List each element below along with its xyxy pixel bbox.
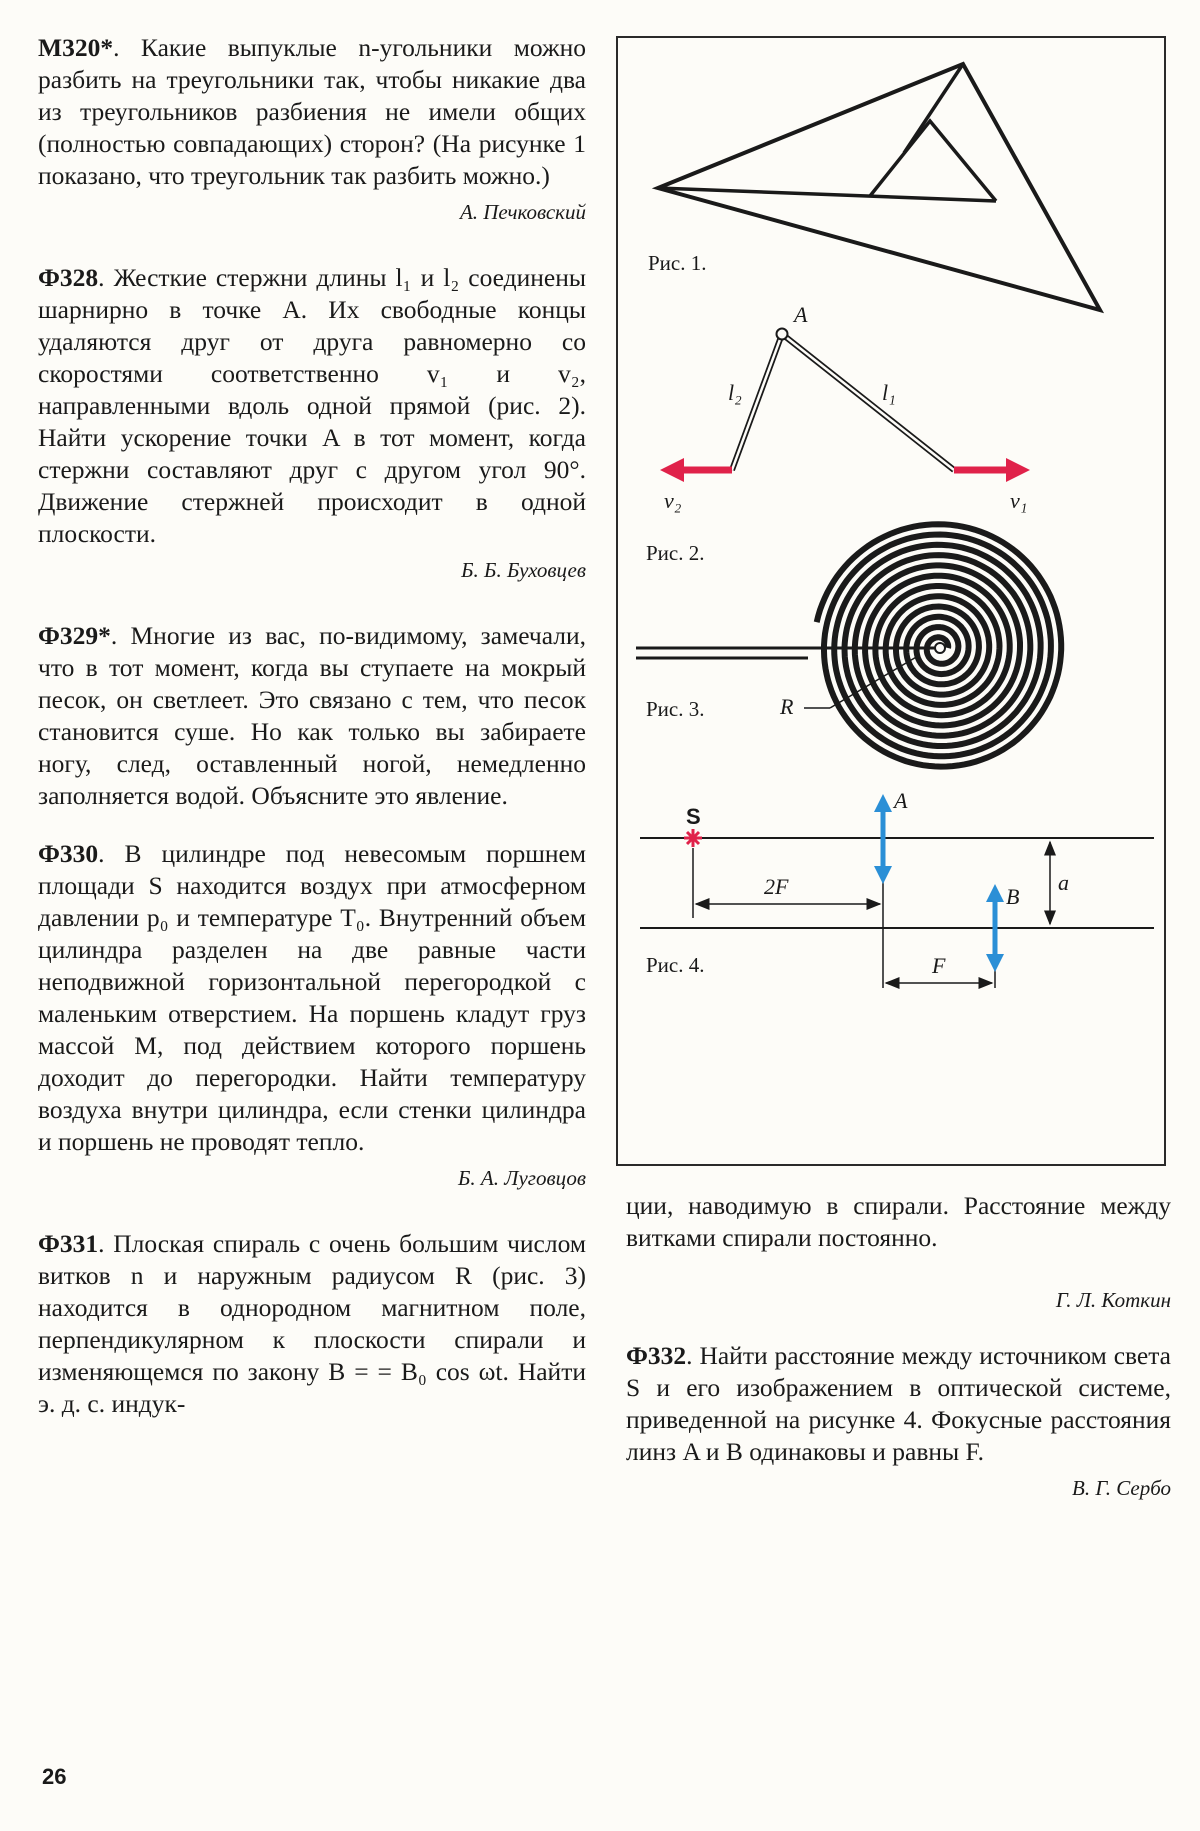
problem-f328 bbox=[38, 262, 586, 550]
figure-4 bbox=[640, 788, 1154, 988]
problem-author: Б. Б. Буховцев bbox=[461, 558, 586, 582]
problem-code: М320* bbox=[38, 33, 114, 62]
figure-caption: Рис. 4. bbox=[646, 953, 705, 977]
figures-svg bbox=[618, 38, 1168, 1168]
problem-author: А. Печковский bbox=[459, 200, 586, 224]
velocity-label-v1: v₁ bbox=[1010, 488, 1028, 513]
figure-1 bbox=[648, 64, 1100, 310]
inner-line bbox=[658, 188, 996, 201]
left-column bbox=[38, 32, 586, 1420]
problem-text: . В цилиндре под невесомым поршнем площади S находится воздух при атмосферном давлении p₀ и температуре T₀. Внутренний объем цилиндра разделен на две равные части неподвижной горизонтальной перегородкой с маленьким отверстием. На поршень кладут груз массой M, под действием которого поршень доходит до перегородки. Найти температуру воздуха внутри цилиндра, если стенки цилиндра и поршень не проводят тепло. bbox=[38, 839, 586, 1156]
lens-b-label: B bbox=[1006, 884, 1020, 909]
figure-2 bbox=[646, 302, 1030, 565]
problem-code: Ф332 bbox=[626, 1341, 687, 1370]
distance-label-2f: 2F bbox=[764, 874, 789, 899]
hinge-a bbox=[777, 329, 788, 340]
figure-box bbox=[616, 36, 1166, 1166]
velocity-label-v2: v₂ bbox=[664, 488, 682, 513]
problem-f332 bbox=[626, 1340, 1171, 1468]
problem-f331 bbox=[38, 1228, 586, 1420]
problem-text: . Плоская спираль с очень большим числом витков n и наружным радиусом R (рис. 3) находится в однородном магнитном поле, перпендикулярном к плоскости спирали и изменяющемся по закону B = = B₀ cos ωt. Найти э. д. с. индук- bbox=[38, 1229, 586, 1418]
light-source-icon bbox=[684, 829, 702, 847]
problem-code: Ф328 bbox=[38, 263, 99, 292]
arrow-head bbox=[660, 458, 684, 482]
problem-author: В. Г. Сербо bbox=[1072, 1476, 1171, 1500]
rod-label-l1: l₁ bbox=[882, 380, 896, 405]
problem-code: Ф331 bbox=[38, 1229, 99, 1258]
distance-label-f: F bbox=[932, 953, 946, 978]
problem-text: . Какие выпуклые n-угольники можно разбить на треугольники так, чтобы никакие два из треугольников разбиения не имели общих (полностью совпадающих) сторон? (На рисунке 1 показано, что треугольник так разбить можно.) bbox=[38, 33, 586, 190]
arrow-head bbox=[1006, 458, 1030, 482]
spiral-center bbox=[935, 643, 945, 653]
point-label-a: A bbox=[794, 302, 808, 327]
inner-line bbox=[870, 121, 996, 201]
problem-text: . Многие из вас, по-видимому, замечали, что в тот момент, когда вы ступаете на мокрый песок, он светлеет. Это связано с тем, что песок становится суше. Но как только вы забираете ногу, след, оставленный ногой, немедленно заполняется водой. Объясните это явление. bbox=[38, 621, 586, 810]
problem-text: . Найти расстояние между источником света S и его изображением в оптической системе, приведенной на рисунке 4. Фокусные расстояния линз A и B одинаковы и равны F. bbox=[626, 1341, 1171, 1466]
figure-caption: Рис. 2. bbox=[646, 541, 705, 565]
figure-caption: Рис. 1. bbox=[648, 251, 707, 275]
page-number: 26 bbox=[42, 1764, 67, 1789]
problem-author: Б. А. Луговцов bbox=[458, 1166, 586, 1190]
source-label: S bbox=[686, 804, 701, 829]
problem-f331-continuation: ции, наводимую в спирали. Расстояние между витками спирали постоянно. bbox=[626, 1191, 1171, 1252]
problem-code: Ф330 bbox=[38, 839, 99, 868]
problem-code: Ф329* bbox=[38, 621, 111, 650]
lens-a-label: A bbox=[894, 788, 908, 813]
figure-caption: Рис. 3. bbox=[646, 697, 705, 721]
rod-label-l2: l₂ bbox=[728, 380, 742, 405]
problem-text: . Жесткие стержни длины l₁ и l₂ соединены шарнирно в точке A. Их свободные концы удаляются друг от друга равномерно со скоростями соответственно v₁ и v₂, направленными вдоль одной прямой (рис. 2). Найти ускорение точки A в тот момент, когда стержни составляют друг с другом угол 90°. Движение стержней происходит в одной плоскости. bbox=[38, 263, 586, 548]
right-column-bottom bbox=[626, 1190, 1171, 1502]
radius-label: R bbox=[780, 694, 794, 719]
problem-m320 bbox=[38, 32, 586, 192]
problem-author: Г. Л. Коткин bbox=[1055, 1288, 1171, 1312]
problem-f330 bbox=[38, 838, 586, 1158]
problem-f329 bbox=[38, 620, 586, 812]
distance-label-a: a bbox=[1058, 870, 1069, 895]
